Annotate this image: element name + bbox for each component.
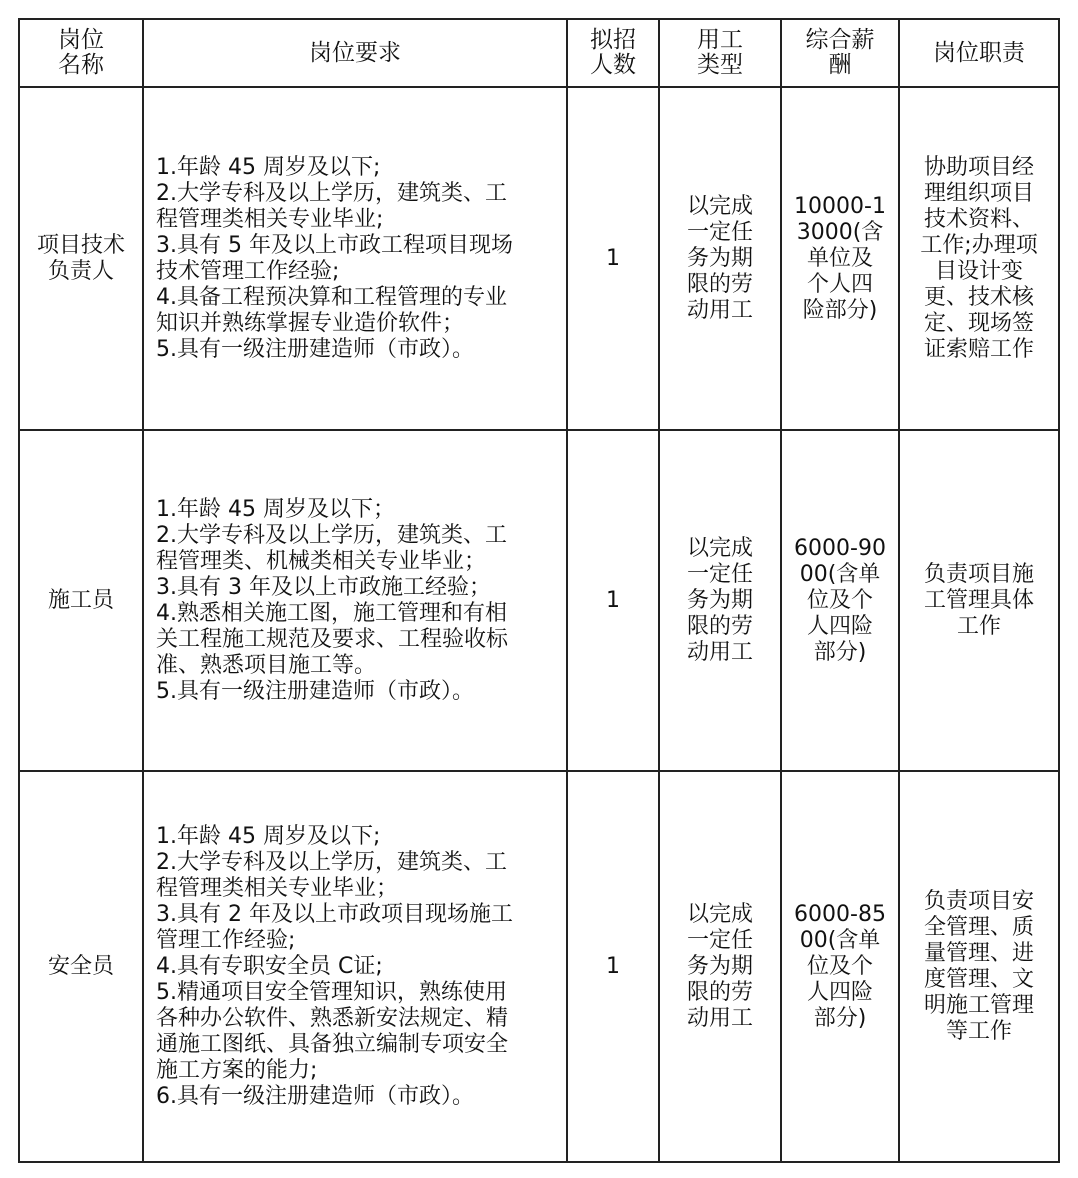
headcount-cell: 1 xyxy=(567,771,659,1162)
header-row xyxy=(19,19,1059,87)
salary-cell: 6000-90 00(含单 位及个 人四险 部分) xyxy=(781,430,899,771)
header-employment-type: 用工 类型 xyxy=(659,19,781,87)
requirements-cell: 1.年龄 45 周岁及以下； 2.大学专科及以上学历，建筑类、工 程管理类、机械类相关专业毕业； 3.具有 3 年及以上市政施工经验； 4.熟悉相关施工图，施工管理和有相 关工程施工规范及要求、工程验收标 准、熟悉项目施工等。 5.具有一级注册建造师（市政）。 xyxy=(143,430,567,771)
duties-cell: 负责项目施 工管理具体 工作 xyxy=(899,430,1059,771)
headcount-cell: 1 xyxy=(567,87,659,430)
table-row xyxy=(19,87,1059,430)
table-row xyxy=(19,430,1059,771)
headcount-cell: 1 xyxy=(567,430,659,771)
header-duties: 岗位职责 xyxy=(899,19,1059,87)
salary-cell: 6000-85 00(含单 位及个 人四险 部分) xyxy=(781,771,899,1162)
position-name-cell: 施工员 xyxy=(19,430,143,771)
header-position-name: 岗位 名称 xyxy=(19,19,143,87)
duties-cell: 负责项目安 全管理、质 量管理、进 度管理、文 明施工管理 等工作 xyxy=(899,771,1059,1162)
employment-type-cell: 以完成 一定任 务为期 限的劳 动用工 xyxy=(659,771,781,1162)
recruitment-table xyxy=(18,18,1060,1163)
position-name-cell: 项目技术 负责人 xyxy=(19,87,143,430)
employment-type-cell: 以完成 一定任 务为期 限的劳 动用工 xyxy=(659,430,781,771)
employment-type-cell: 以完成 一定任 务为期 限的劳 动用工 xyxy=(659,87,781,430)
header-headcount: 拟招 人数 xyxy=(567,19,659,87)
duties-cell: 协助项目经 理组织项目 技术资料、 工作;办理项 目设计变 更、技术核 定、现场签 证索赔工作 xyxy=(899,87,1059,430)
requirements-cell: 1.年龄 45 周岁及以下; 2.大学专科及以上学历，建筑类、工 程管理类相关专业毕业； 3.具有 2 年及以上市政项目现场施工 管理工作经验; 4.具有专职安全员 C证; 5.精通项目安全管理知识，熟练使用 各种办公软件、熟悉新安法规定、精 通施工图纸、具备独立编制专项安全 施工方案的能力; 6.具有一级注册建造师（市政）。 xyxy=(143,771,567,1162)
position-name-cell: 安全员 xyxy=(19,771,143,1162)
salary-cell: 10000-1 3000(含 单位及 个人四 险部分) xyxy=(781,87,899,430)
requirements-cell: 1.年龄 45 周岁及以下; 2.大学专科及以上学历，建筑类、工 程管理类相关专业毕业; 3.具有 5 年及以上市政工程项目现场 技术管理工作经验; 4.具备工程预决算和工程管理的专业 知识并熟练掌握专业造价软件； 5.具有一级注册建造师（市政）。 xyxy=(143,87,567,430)
header-salary: 综合薪 酬 xyxy=(781,19,899,87)
header-requirements: 岗位要求 xyxy=(143,19,567,87)
table-row xyxy=(19,771,1059,1162)
